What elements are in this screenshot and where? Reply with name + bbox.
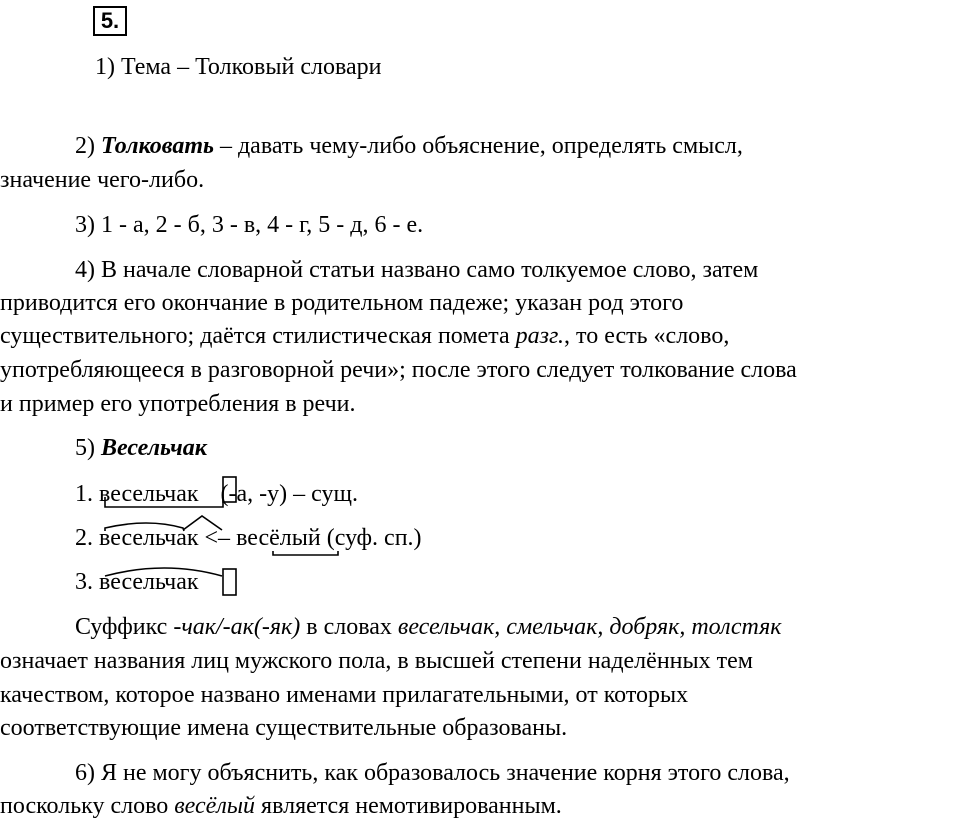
suffix-para-line1 xyxy=(75,611,781,643)
answer-3: 3) 1 - а, 2 - б, 3 - в, 4 - г, 5 - д, 6 - е. xyxy=(75,212,424,238)
item-3-number: 3. xyxy=(75,569,99,595)
zero-ending-box-3 xyxy=(223,569,236,595)
suffix-para-line2: означает названия лиц мужского пола, в высшей степени наделённых тем xyxy=(0,648,753,674)
answer-2-definition: – давать чему-либо объяснение, определять смысл, xyxy=(213,133,743,159)
suffix-connector: в словах xyxy=(300,614,398,640)
answer-5-heading xyxy=(75,432,207,464)
suffix-lead: Суффикс xyxy=(75,614,174,640)
answer-4-line3-tail: , то есть «слово, xyxy=(564,323,730,349)
item-2-source-word: весёлый xyxy=(236,525,321,551)
item-1-rest: (-а, -у) – сущ. xyxy=(214,481,358,507)
analysis-item-2 xyxy=(75,522,422,554)
suffix-forms: -чак/-ак(-як) xyxy=(173,614,301,640)
item-2-number: 2. xyxy=(75,525,99,551)
answer-5-lead: 5) xyxy=(75,435,101,461)
answer-6-word: весёлый xyxy=(174,793,256,819)
answer-6-line2-tail: является немотивированным. xyxy=(255,793,562,819)
answer-1: 1) Тема – Толковый словари xyxy=(95,54,382,80)
answer-4-line3-text: существительного; даётся стилистическая помета xyxy=(0,323,516,349)
answer-5-term: Весельчак xyxy=(101,435,207,461)
analysis-item-1 xyxy=(75,478,358,510)
answer-6-line1: 6) Я не могу объяснить, как образовалось значение корня этого слова, xyxy=(75,760,790,786)
answer-4-line4: употребляющееся в разговорной речи»; после этого следует толкование слова xyxy=(0,357,797,383)
answer-4-line3 xyxy=(0,320,729,352)
answer-2-lead: 2) xyxy=(75,133,101,159)
answer-6-line2 xyxy=(0,790,562,822)
item-3-word: весельчак xyxy=(99,569,199,595)
answer-6-line2-text: поскольку слово xyxy=(0,793,175,819)
answer-2-term: Толковать xyxy=(101,133,214,159)
task-number-box: 5. xyxy=(93,6,127,36)
suffix-example-words: весельчак, смельчак, добряк, толстяк xyxy=(397,614,782,640)
item-2-word: весельчак xyxy=(99,525,199,551)
item-1-number: 1. xyxy=(75,481,99,507)
answer-4-line1: 4) В начале словарной статьи названо само толкуемое слово, затем xyxy=(75,257,759,283)
item-2-rest: (суф. сп.) xyxy=(320,525,422,551)
answer-2-line1 xyxy=(75,130,743,162)
answer-2-line2: значение чего-либо. xyxy=(0,167,205,193)
stylistic-mark: разг. xyxy=(515,323,565,349)
suffix-para-line3: качеством, которое названо именами прилагательными, от которых xyxy=(0,682,689,708)
derivation-arrow: <– xyxy=(198,525,237,551)
suffix-para-line4: соответствующие имена существительные образованы. xyxy=(0,715,568,741)
answer-4-line5: и пример его употребления в речи. xyxy=(0,391,356,417)
answer-4-line2: приводится его окончание в родительном падеже; указан род этого xyxy=(0,290,684,316)
analysis-item-3 xyxy=(75,566,199,598)
item-1-word: весельчак xyxy=(99,481,199,507)
